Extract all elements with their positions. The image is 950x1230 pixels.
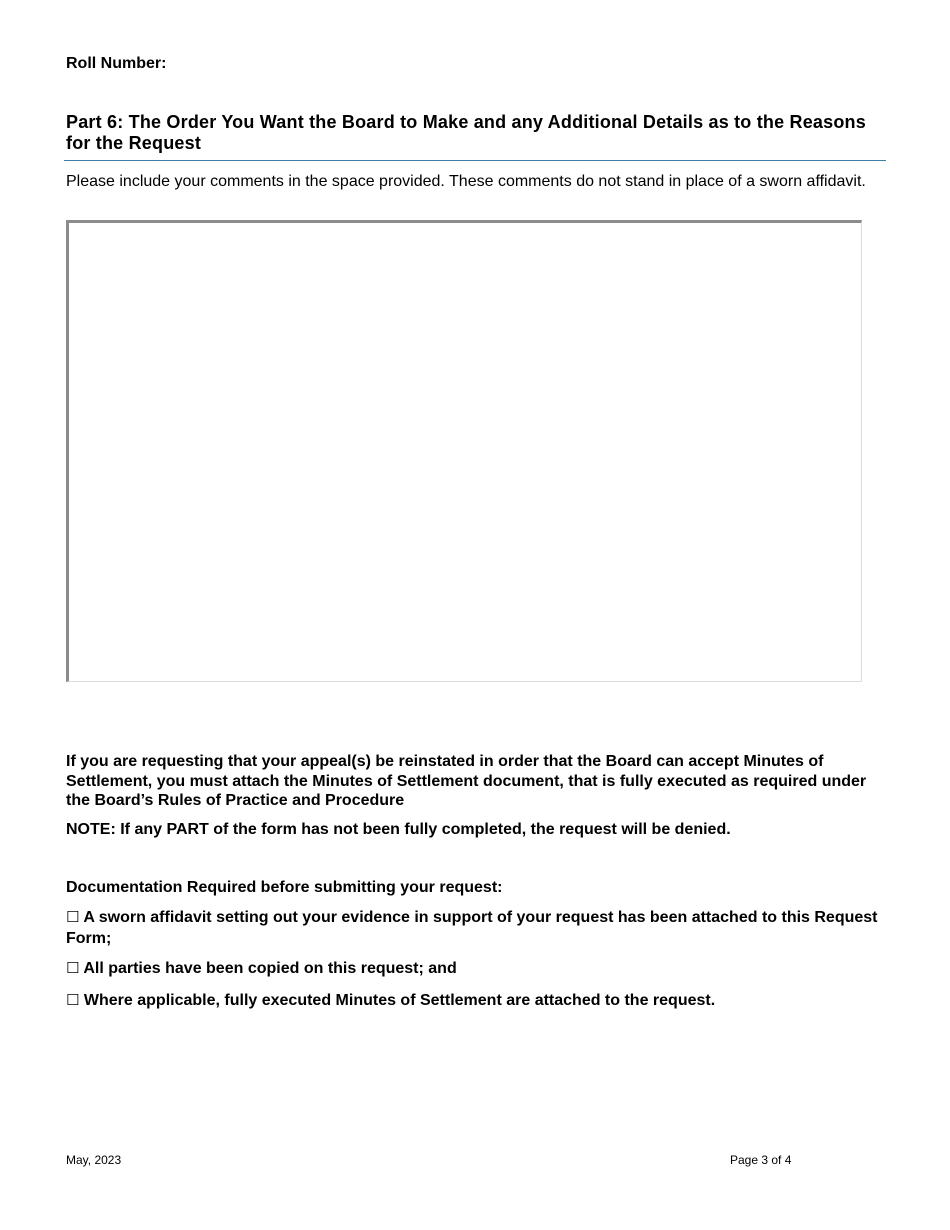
- documentation-heading: Documentation Required before submitting your request:: [66, 879, 503, 896]
- roll-number-label: Roll Number:: [66, 55, 167, 72]
- footer-page-number: Page 3 of 4: [730, 1153, 792, 1167]
- checklist-label-affidavit: A sworn affidavit setting out your evidence in support of your request has been attached to this Request Form;: [66, 909, 878, 947]
- comments-instructions: Please include your comments in the space provided. These comments do not stand in place of a sworn affidavit.: [66, 173, 866, 190]
- footer-date: May, 2023: [66, 1153, 122, 1167]
- checklist-label-parties: All parties have been copied on this request; and: [83, 960, 457, 977]
- checklist-item-parties: [66, 958, 886, 979]
- comments-textarea[interactable]: [66, 220, 862, 682]
- part-6-title: Part 6: The Order You Want the Board to Make and any Additional Details as to the Reasons for the Request: [66, 112, 866, 153]
- reinstatement-paragraph: If you are requesting that your appeal(s) be reinstated in order that the Board can accept Minutes of Settlement, you must attach the Minutes of Settlement document, that is fully executed as required under the Board’s Rules of Practice and Procedure: [66, 753, 867, 809]
- completion-note: NOTE: If any PART of the form has not been fully completed, the request will be denied.: [66, 821, 731, 838]
- checkbox-minutes[interactable]: ☐: [66, 991, 80, 1009]
- checkbox-parties[interactable]: ☐: [66, 959, 80, 977]
- checklist-item-affidavit: [66, 907, 886, 949]
- checklist-item-minutes: [66, 990, 886, 1011]
- checklist-label-minutes: Where applicable, fully executed Minutes of Settlement are attached to the request.: [83, 992, 716, 1009]
- checkbox-affidavit[interactable]: ☐: [66, 908, 80, 926]
- section-divider: [64, 160, 886, 161]
